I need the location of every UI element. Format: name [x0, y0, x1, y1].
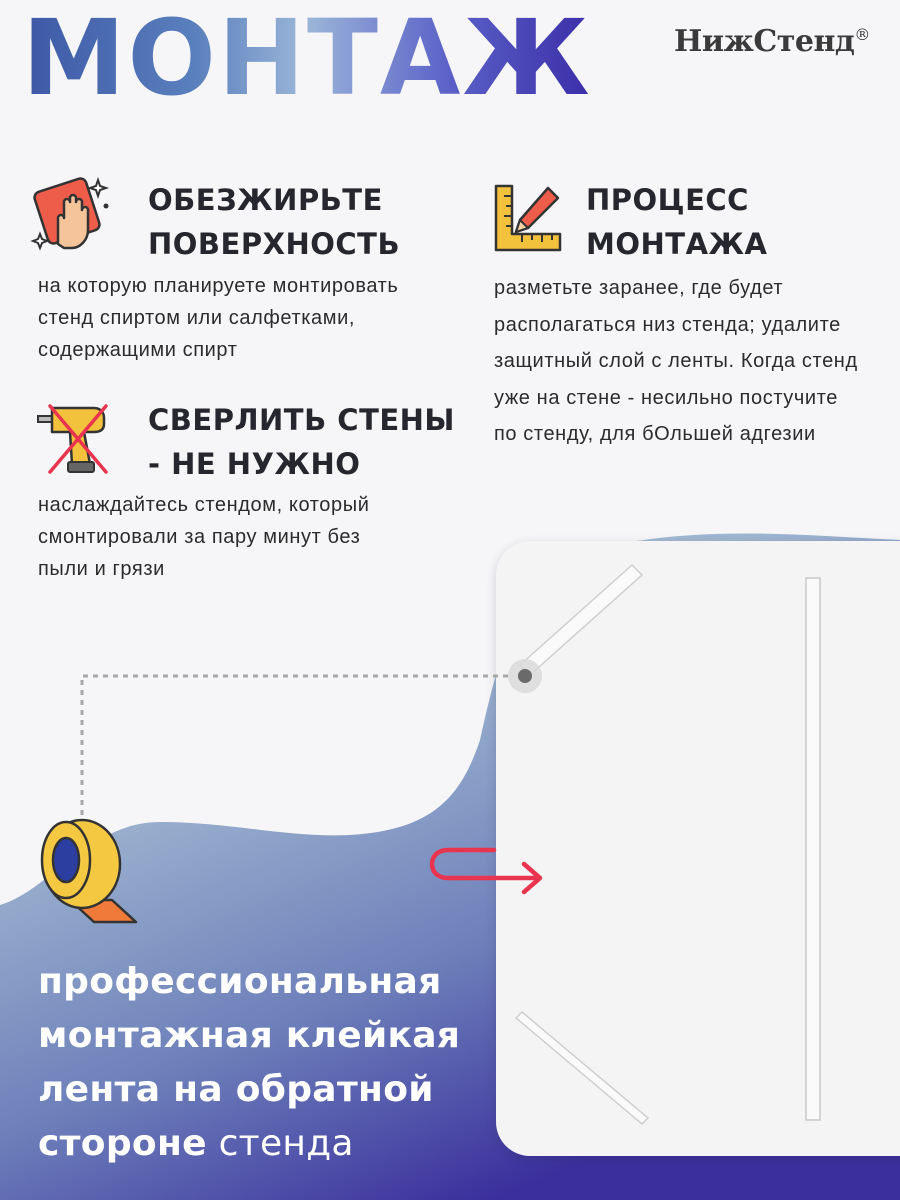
bottom-caption [38, 955, 460, 1171]
text-process-line2: располагаться низ стенда; удалите [494, 313, 841, 336]
text-no-drill-line2: смонтировали за пару минут без [38, 526, 361, 548]
heading-no-drill-line1: СВЕРЛИТЬ СТЕНЫ [148, 403, 455, 437]
text-process-line4: уже на стене - несильно постучите [494, 386, 838, 409]
text-process-line5: по стенду, для бОльшей адгезии [494, 423, 816, 445]
bottom-caption-line3: лента на обратной [38, 1069, 434, 1110]
registered-mark: ® [854, 25, 870, 44]
text-process-line3: защитный слой с ленты. Когда стенд [494, 350, 858, 372]
text-degrease-line1: на которую планируете монтировать [38, 275, 399, 297]
heading-no-drill-line2: - НЕ НУЖНО [148, 447, 361, 481]
bottom-caption-bold: стороне [38, 1123, 207, 1164]
text-no-drill [38, 489, 370, 585]
text-degrease-line2: стенд спиртом или салфетками, [38, 307, 356, 329]
text-no-drill-line1: наслаждайтесь стендом, который [38, 494, 370, 516]
brand-logo [674, 24, 870, 59]
heading-degrease [148, 178, 400, 266]
heading-no-drill [148, 398, 455, 486]
text-process [494, 270, 858, 453]
bottom-caption-line1: профессиональная [38, 961, 442, 1002]
text-degrease-line3: содержащими спирт [38, 339, 238, 361]
ruler-pencil-icon [492, 182, 564, 254]
hand-wiping-icon [30, 172, 114, 256]
bottom-caption-light: стенда [206, 1123, 354, 1164]
text-no-drill-line3: пыли и грязи [38, 558, 165, 580]
text-process-line1: разметьте заранее, где будет [494, 277, 784, 299]
text-degrease [38, 270, 398, 366]
page-title: МОНТАЖ [22, 0, 592, 119]
bottom-caption-line2: монтажная клейкая [38, 1015, 461, 1056]
heading-process-line2: МОНТАЖА [586, 227, 768, 261]
stand-back-panel [496, 541, 900, 1156]
brand-name: НижСтенд [674, 24, 855, 59]
heading-degrease-line2: ПОВЕРХНОСТЬ [148, 227, 401, 261]
heading-degrease-line1: ОБЕЗЖИРЬТЕ [148, 183, 383, 217]
crossed-drill-icon [36, 398, 116, 478]
heading-process-line1: ПРОЦЕСС [586, 183, 749, 217]
bottom-caption-line4 [38, 1117, 460, 1171]
heading-process [586, 178, 767, 266]
